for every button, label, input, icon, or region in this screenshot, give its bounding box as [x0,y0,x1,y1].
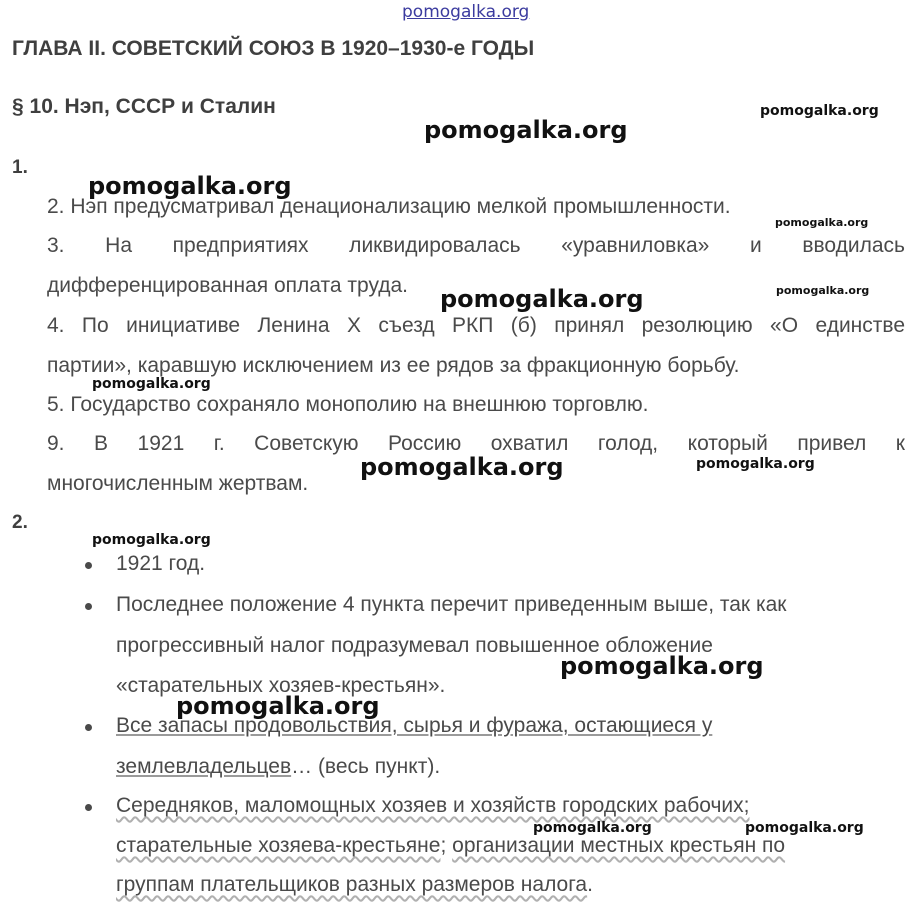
watermark: pomogalka.org [560,652,764,680]
list-item: 4. По инициативе Ленина X съезд РКП (б) принял резолюцию «О единстве [47,314,905,337]
bullet-item-continuation: «старательных хозяев-крестьян». [116,674,446,697]
list-item-continuation: многочисленным жертвам. [47,472,309,495]
watermark: pomogalka.org [533,820,652,836]
list-item: 2. Нэп предусматривал денационализацию мелкой промышленности. [47,195,731,218]
watermark: pomogalka.org [88,172,292,200]
list-item: 3. На предприятиях ликвидировалась «уравниловка» и вводилась [47,234,905,257]
list-item-continuation: дифференцированная оплата труда. [47,274,409,297]
watermark: pomogalka.org [176,692,380,720]
top-watermark-link[interactable]: pomogalka.org [402,2,530,22]
bullet-item: Все запасы продовольствия, сырья и фуража, остающиеся у [116,714,713,737]
watermark: pomogalka.org [776,284,870,297]
section-title: § 10. Нэп, СССР и Сталин [12,95,276,118]
bullet-icon [85,724,92,731]
bullet-item-continuation [116,755,440,779]
chapter-title: ГЛАВА II. СОВЕТСКИЙ СОЮЗ В 1920–1930-е ГОДЫ [12,37,535,60]
bullet-item-tail: … (весь пункт). [291,755,441,778]
separator: ; [440,834,453,857]
watermark: pomogalka.org [440,285,644,313]
underlined-term: группам плательщиков разных размеров налога [116,873,588,896]
part1-number: 1. [12,157,28,178]
watermark: pomogalka.org [745,820,864,836]
bullet-item-continuation: прогрессивный налог подразумевал повышенное обложение [116,634,713,657]
underlined-term: старательные хозяева-крестьяне [116,834,441,857]
list-item: 9. В 1921 г. Советскую Россию охватил голод, который привел к [47,432,905,455]
list-item-continuation: партии», каравшую исключением из ее рядов за фракционную борьбу. [47,354,740,377]
bullet-item-continuation [116,834,785,858]
watermark: pomogalka.org [360,453,564,481]
part2-number: 2. [12,512,28,533]
bullet-item-continuation [116,873,593,897]
watermark: pomogalka.org [696,456,815,472]
underlined-term: землевладельцев [116,755,292,778]
bullet-item: 1921 год. [116,552,206,575]
bullet-item-tail: . [587,873,593,896]
bullet-icon [85,804,92,811]
bullet-icon [85,603,92,610]
list-item: 5. Государство сохраняло монополию на внешнюю торговлю. [47,393,649,416]
bullet-item: Середняков, маломощных хозяев и хозяйств городских рабочих; [116,794,750,817]
watermark: pomogalka.org [424,116,628,144]
watermark: pomogalka.org [775,216,869,229]
bullet-icon [85,562,92,569]
underlined-term: организации местных крестьян по [452,834,786,857]
watermark: pomogalka.org [760,103,879,119]
watermark: pomogalka.org [92,532,211,548]
watermark: pomogalka.org [92,376,211,392]
bullet-item: Последнее положение 4 пункта перечит приведенным выше, так как [116,593,787,616]
